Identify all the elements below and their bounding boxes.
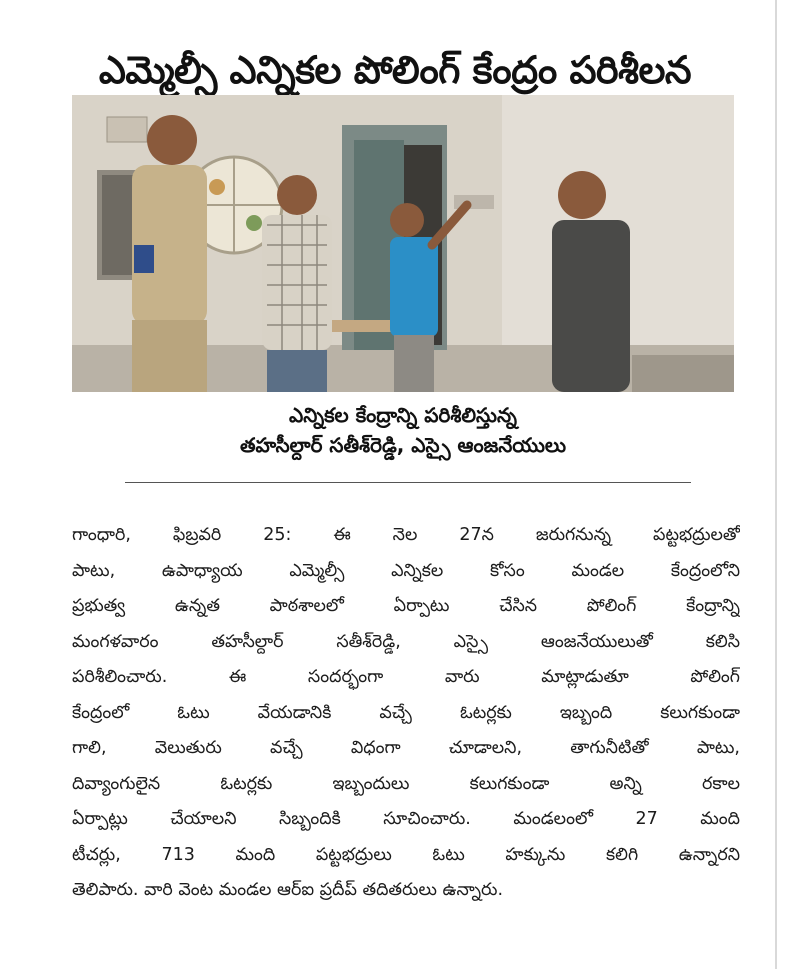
photo-caption	[72, 400, 734, 460]
caption-divider	[125, 482, 691, 483]
body-line: టీచర్లు, 713 మంది పట్టభద్రులు ఓటు హక్కును కలిగి ఉన్నారని	[72, 844, 740, 865]
body-line: కేంద్రంలో ఓటు వేయడానికి వచ్చే ఓటర్లకు ఇబ్బంది కలుగకుండా	[72, 702, 740, 723]
body-line: ఏర్పాట్లు చేయాలని సిబ్బందికి సూచించారు. మండలంలో 27 మంది	[72, 809, 740, 829]
body-line: మంగళవారం తహసీల్దార్ సతీశ్‌రెడ్డి, ఎస్సై ఆంజనేయులుతో కలిసి	[72, 631, 740, 652]
body-line: పరిశీలించారు. ఈ సందర్భంగా వారు మాట్లాడుతూ పోలింగ్	[72, 667, 740, 687]
article-body	[72, 518, 740, 909]
body-line: ప్రభుత్వ ఉన్నత పాఠశాలలో ఏర్పాటు చేసిన పోలింగ్ కేంద్రాన్ని	[72, 596, 740, 616]
body-line: తెలిపారు. వారి వెంట మండల ఆర్ఐ ప్రదీప్ తదితరులు ఉన్నారు.	[72, 880, 504, 900]
body-line: పాటు, ఉపాధ్యాయ ఎమ్మెల్సీ ఎన్నికల కోసం మండల కేంద్రంలోని	[72, 560, 740, 581]
news-photo	[72, 95, 734, 392]
body-line: దివ్యాంగులైన ఓటర్లకు ఇబ్బందులు కలుగకుండా అన్ని రకాల	[72, 773, 740, 794]
caption-line: ఎన్నికల కేంద్రాన్ని పరిశీలిస్తున్న	[289, 403, 517, 427]
column-rule	[775, 0, 777, 969]
caption-line: తహసీల్దార్ సతీశ్‌రెడ్డి, ఎస్సై ఆంజనేయులు	[240, 433, 566, 457]
body-line: గాంధారి, ఫిబ్రవరి 25: ఈ నెల 27న జరుగనున్న పట్టభద్రులతో	[72, 525, 740, 545]
headline: ఎమ్మెల్సీ ఎన్నికల పోలింగ్ కేంద్రం పరిశీలన	[98, 48, 692, 93]
body-line: గాలి, వెలుతురు వచ్చే విధంగా చూడాలని, తాగునీటితో పాటు,	[72, 738, 740, 758]
news-photo-icon	[72, 95, 734, 392]
